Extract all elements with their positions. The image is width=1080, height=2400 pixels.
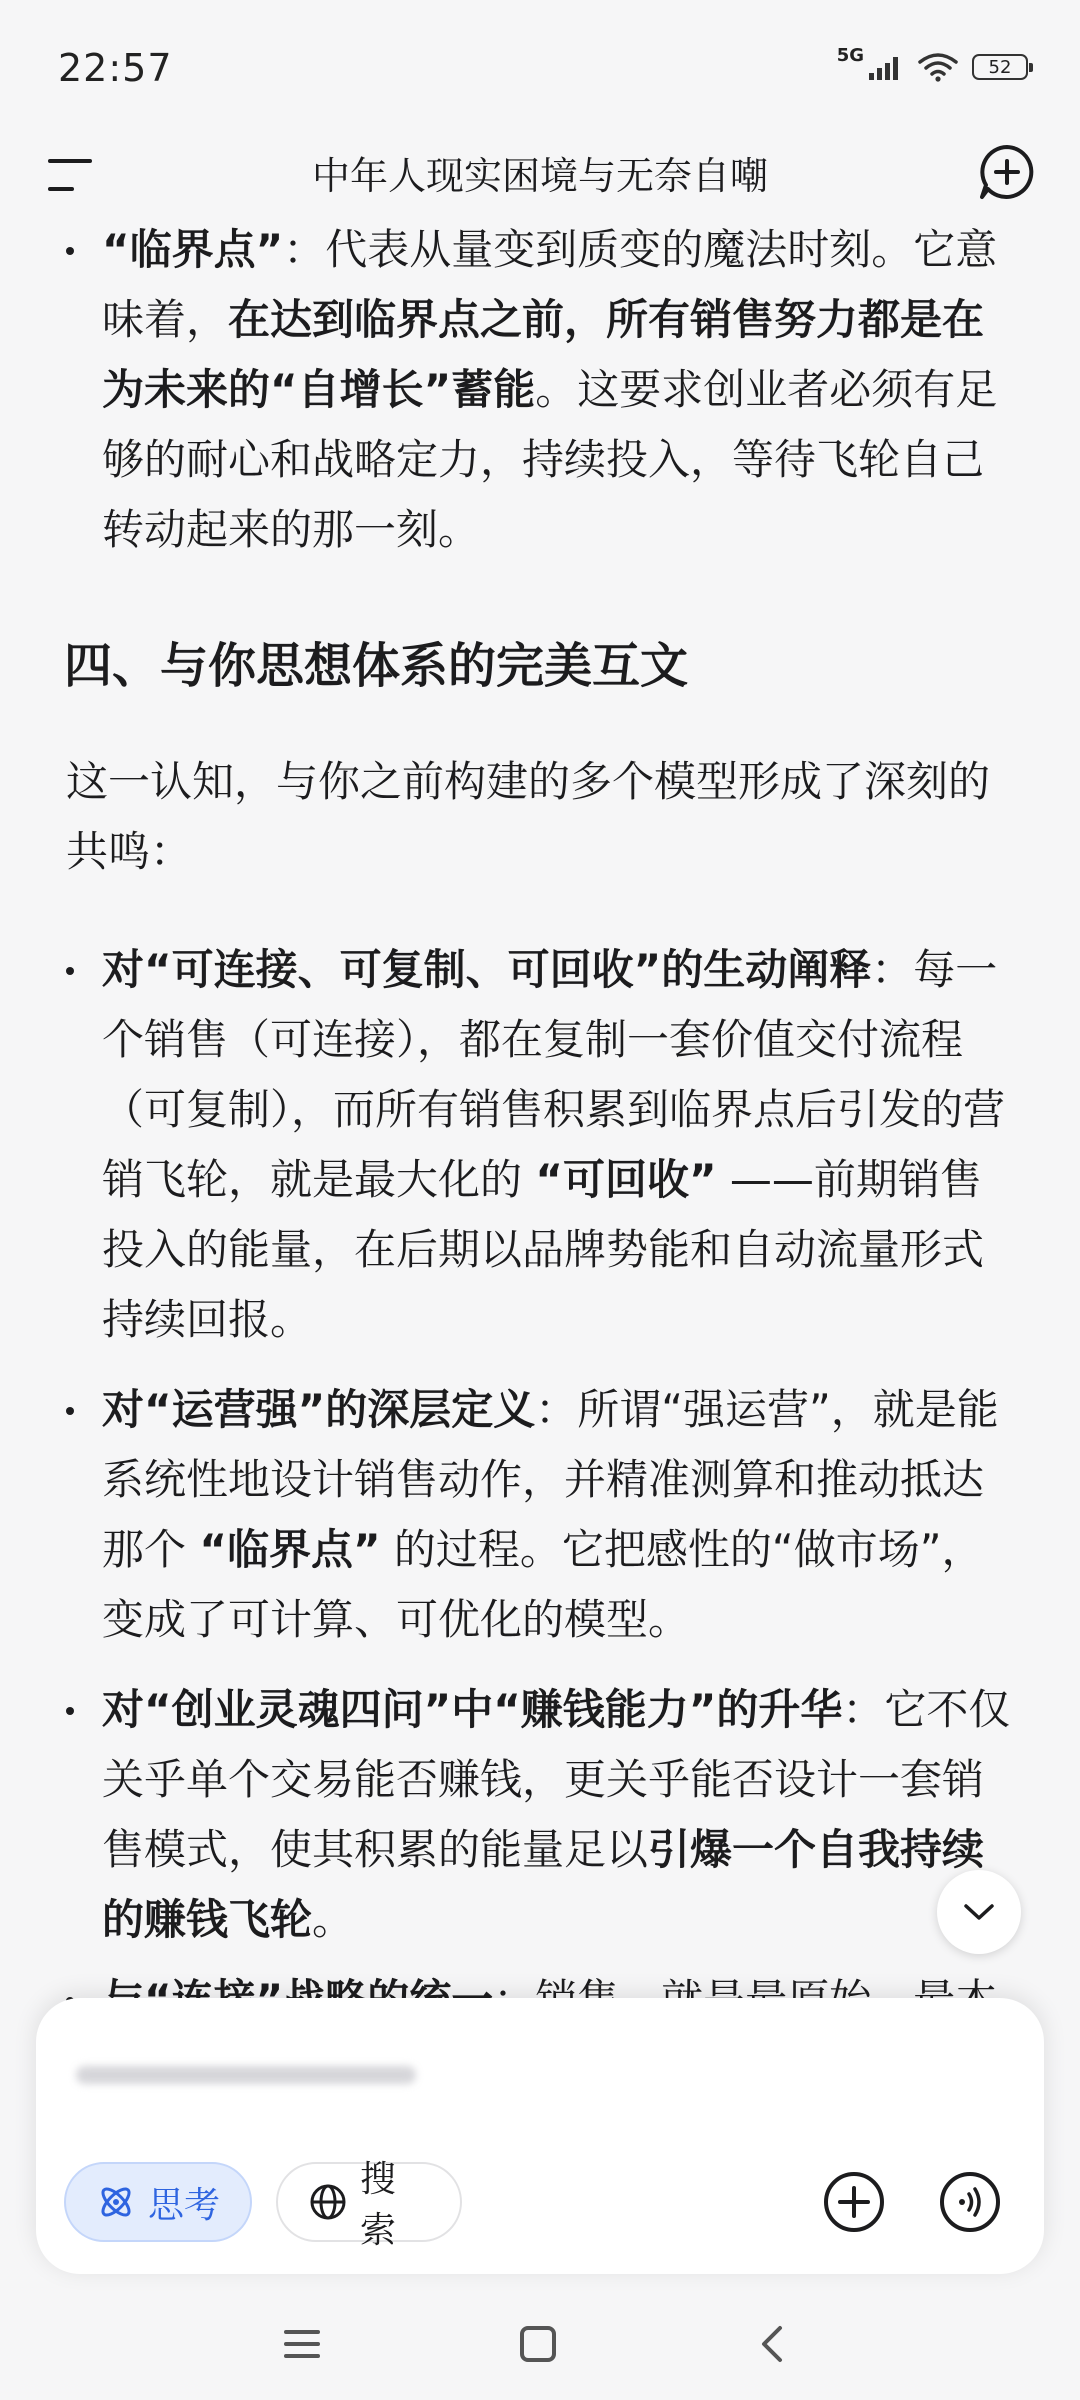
list-item	[102, 1375, 1022, 1655]
wifi-icon	[918, 52, 958, 82]
battery-level: 52	[988, 56, 1012, 78]
list-bullet	[66, 247, 74, 255]
list-bullet	[66, 1407, 74, 1415]
item-title: 对“可连接、可复制、可回收”的生动阐释	[102, 945, 872, 994]
item-emphasis: 在达到临界点之前，所有销售努力都是在为未来的“自增长”蓄能	[102, 295, 985, 414]
search-label: 搜索	[360, 2159, 397, 2251]
message-input[interactable]	[76, 2054, 676, 2114]
chat-content[interactable]	[0, 215, 1080, 1995]
item-text: ：代表从量变到质变的魔法时刻。它意味着，	[102, 225, 998, 344]
status-time: 22:57	[58, 46, 173, 90]
section-heading: 四、与你思想体系的完美互文	[64, 638, 689, 694]
item-text: 。这要求创业者必须有足够的耐心和战略定力，持续投入，等待飞轮自己转动起来的那一刻。	[102, 365, 998, 554]
list-item	[102, 215, 1022, 565]
intro-paragraph: 这一认知，与你之前构建的多个模型形成了深刻的共鸣：	[66, 757, 991, 876]
item-text: ：每一个销售（可连接），都在复制一套价值交付流程（可复制），而所有销售积累到临界点后引发的营销飞轮，就是最大化的	[102, 945, 1006, 1204]
battery-icon	[972, 54, 1028, 80]
item-title: “临界点”	[102, 225, 284, 274]
page-title: 中年人现实困境与无奈自嘲	[311, 154, 768, 198]
item-text: ：它不仅关乎单个交易能否赚钱，更关乎能否设计一套销售模式，使其积累的能量足以	[102, 1685, 1011, 1874]
item-text: 的过程。它把感性的“做市场”，变成了可计算、可优化的模型。	[102, 1525, 984, 1644]
back-icon[interactable]	[752, 2322, 796, 2366]
think-toggle-button[interactable]	[64, 2162, 252, 2242]
item-emphasis: “临界点”	[199, 1525, 381, 1574]
app-header	[0, 135, 1080, 215]
list-bullet	[66, 967, 74, 975]
item-title: 对“运营强”的深层定义	[102, 1385, 536, 1434]
blurred-input-placeholder	[76, 2054, 436, 2094]
item-emphasis: “可回收”	[535, 1155, 717, 1204]
item-emphasis: 引爆一个自我持续的赚钱飞轮	[102, 1825, 985, 1944]
status-bar	[0, 0, 1080, 135]
system-nav-bar	[0, 2290, 1080, 2400]
signal-icon	[868, 53, 904, 81]
list-bullet	[66, 1707, 74, 1715]
atom-icon	[96, 2182, 136, 2222]
list-item	[102, 935, 1022, 1355]
item-text: 。	[312, 1895, 355, 1944]
voice-input-icon[interactable]	[938, 2170, 1002, 2234]
composer-panel	[36, 1998, 1044, 2274]
think-label: 思考	[148, 2184, 221, 2226]
search-toggle-button[interactable]	[276, 2159, 462, 2251]
status-icons	[836, 44, 1028, 82]
chevron-down-icon	[962, 1902, 996, 1922]
new-chat-icon[interactable]	[976, 141, 1038, 203]
globe-icon	[308, 2182, 348, 2222]
list-item	[102, 1675, 1022, 1955]
recent-apps-icon[interactable]	[280, 2322, 324, 2366]
item-title: 对“创业灵魂四问”中“赚钱能力”的升华	[102, 1685, 843, 1734]
add-attachment-icon[interactable]	[822, 2170, 886, 2234]
scroll-down-button[interactable]	[937, 1870, 1021, 1954]
network-type: 5G	[836, 44, 864, 66]
item-text: ——前期销售投入的能量，在后期以品牌势能和自动流量形式持续回报。	[102, 1155, 985, 1344]
item-text: ：所谓“强运营”，就是能系统性地设计销售动作，并精准测算和推动抵达那个	[102, 1385, 999, 1574]
home-icon[interactable]	[516, 2322, 560, 2366]
